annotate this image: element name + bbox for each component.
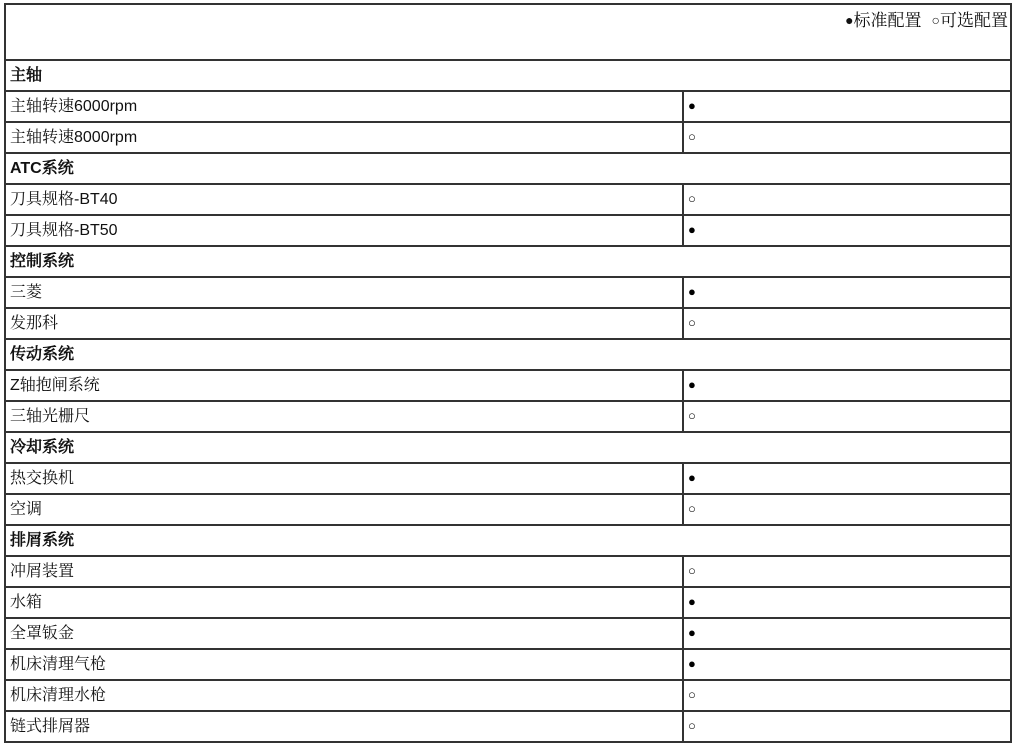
config-mark: ○ (683, 494, 1011, 525)
table-row (5, 122, 1011, 153)
config-mark: ● (683, 587, 1011, 618)
table-row (5, 91, 1011, 122)
item-label: 主轴转速6000rpm (5, 91, 683, 122)
section-row-transmission (5, 339, 1011, 370)
item-label: 发那科 (5, 308, 683, 339)
table-row (5, 184, 1011, 215)
section-title: ATC系统 (5, 153, 1011, 184)
filled-circle-icon: ● (845, 12, 854, 28)
section-row-control (5, 246, 1011, 277)
config-mark: ○ (683, 122, 1011, 153)
standard-legend-label: 标准配置 (853, 11, 922, 30)
item-label: 机床清理水枪 (5, 680, 683, 711)
section-row-cooling (5, 432, 1011, 463)
open-circle-icon: ○ (931, 12, 940, 28)
section-title: 排屑系统 (5, 525, 1011, 556)
config-mark: ● (683, 91, 1011, 122)
table-row (5, 587, 1011, 618)
config-mark: ○ (683, 401, 1011, 432)
item-label: 热交换机 (5, 463, 683, 494)
item-label: 链式排屑器 (5, 711, 683, 742)
config-mark: ● (683, 618, 1011, 649)
item-label: 空调 (5, 494, 683, 525)
item-label: 三菱 (5, 277, 683, 308)
table-row (5, 308, 1011, 339)
section-title: 主轴 (5, 60, 1011, 91)
section-row-atc (5, 153, 1011, 184)
optional-legend (932, 11, 1008, 30)
config-mark: ● (683, 463, 1011, 494)
item-label: Z轴抱闸系统 (5, 370, 683, 401)
config-mark: ○ (683, 556, 1011, 587)
item-label: 机床清理气枪 (5, 649, 683, 680)
table-row (5, 711, 1011, 742)
item-label: 刀具规格-BT50 (5, 215, 683, 246)
config-mark: ○ (683, 711, 1011, 742)
table-row (5, 649, 1011, 680)
section-row-spindle (5, 60, 1011, 91)
item-label: 三轴光栅尺 (5, 401, 683, 432)
table-row (5, 401, 1011, 432)
table-row (5, 277, 1011, 308)
config-mark: ● (683, 215, 1011, 246)
table-row (5, 215, 1011, 246)
legend-row (5, 4, 1011, 60)
config-mark: ○ (683, 184, 1011, 215)
config-mark: ○ (683, 680, 1011, 711)
section-row-chip-removal (5, 525, 1011, 556)
legend-cell (5, 4, 1011, 60)
item-label: 主轴转速8000rpm (5, 122, 683, 153)
section-title: 冷却系统 (5, 432, 1011, 463)
table-row (5, 370, 1011, 401)
item-label: 冲屑装置 (5, 556, 683, 587)
table-row (5, 463, 1011, 494)
standard-legend (845, 11, 921, 30)
item-label: 刀具规格-BT40 (5, 184, 683, 215)
table-row (5, 680, 1011, 711)
config-mark: ● (683, 277, 1011, 308)
config-mark: ● (683, 370, 1011, 401)
config-mark: ○ (683, 308, 1011, 339)
table-row (5, 494, 1011, 525)
config-mark: ● (683, 649, 1011, 680)
optional-legend-label: 可选配置 (940, 11, 1008, 30)
item-label: 水箱 (5, 587, 683, 618)
table-row (5, 556, 1011, 587)
machine-configuration-table (4, 3, 1012, 743)
section-title: 传动系统 (5, 339, 1011, 370)
table-row (5, 618, 1011, 649)
section-title: 控制系统 (5, 246, 1011, 277)
item-label: 全罩钣金 (5, 618, 683, 649)
